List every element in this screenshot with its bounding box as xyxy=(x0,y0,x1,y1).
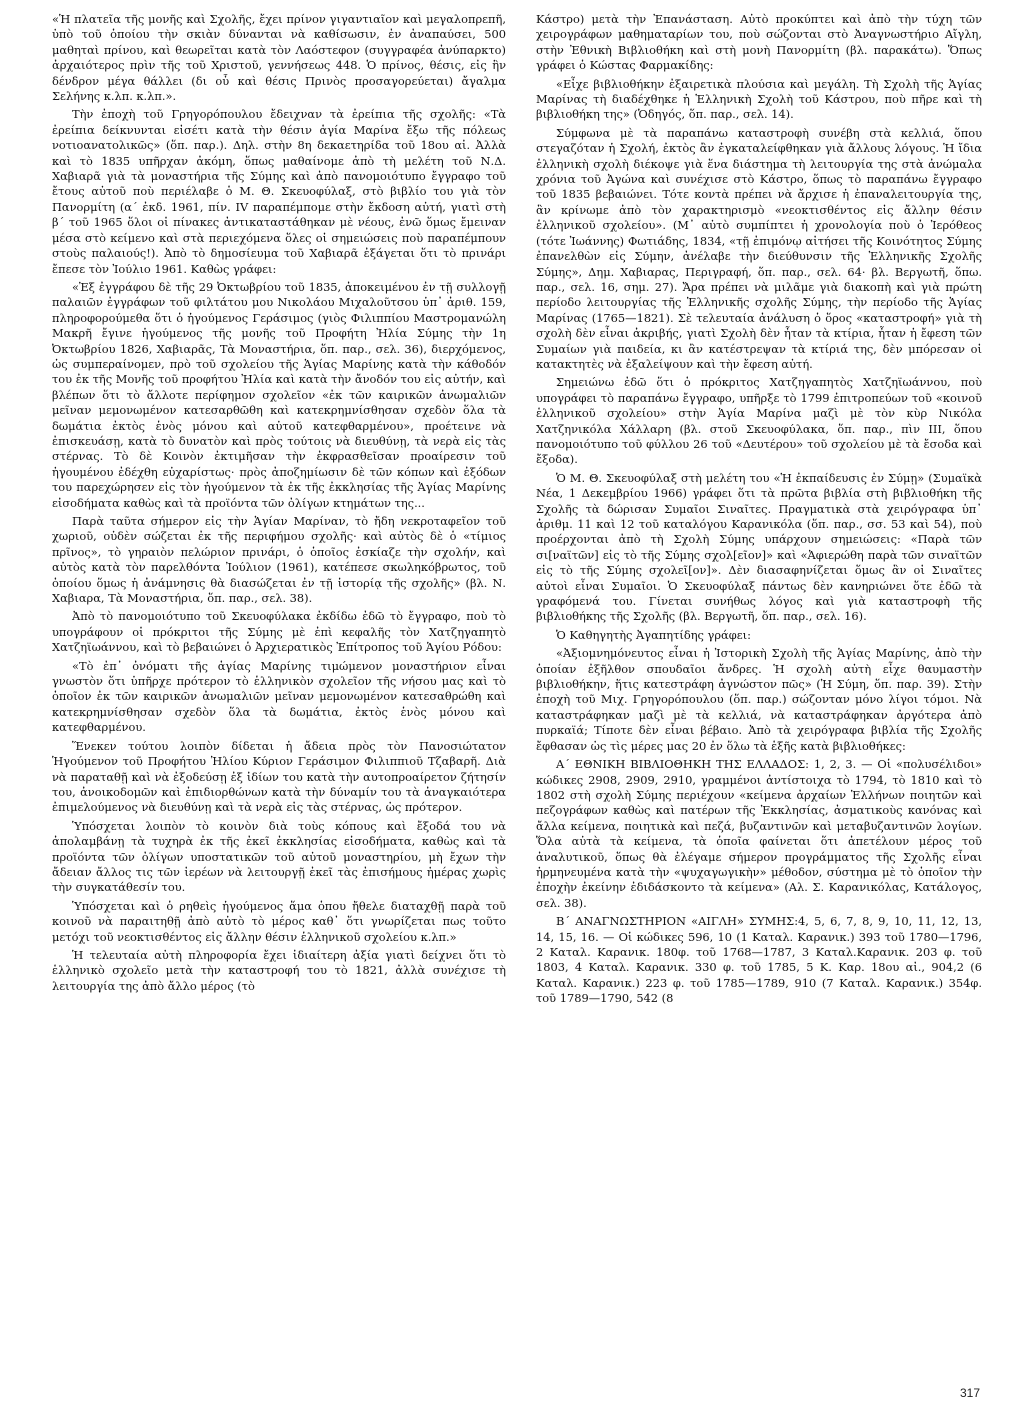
paragraph: Παρὰ ταῦτα σήμερον εἰς τὴν Ἁγίαν Μαρίναν, τὸ ἤδη νεκροταφεῖον τοῦ χωριοῦ, οὐδὲν σώζεται ἐκ τῆς περιφήμου σχολῆς· καὶ αὐτὸς δὲ ὁ «τίμιος πρῖνος», τὸ γηραιὸν πελώριον πρινάρι, ὁ ὁποῖος ἐσκίαζε τὴν σχολήν, καὶ αὐτὸς κατὰ τὸν παρελθόντα Ἰούλιον (1961), κατέπεσε σκωληκόβρωτος, τοῦ ὁποίου ὅμως ἡ ἀνάμνησις θὰ διασώζεται ἐν τῇ ἱστορίᾳ τῆς σχολῆς» (βλ. Ν. Χαβιαρα, Τὰ Μοναστήρια, ὅπ. παρ., σελ. 38). xyxy=(52,514,506,606)
paragraph: Ὑπόσχεται καὶ ὁ ρηθεὶς ἡγούμενος ἅμα ὁπου ἤθελε διαταχθῇ παρὰ τοῦ κοινοῦ νὰ παραιτηθῇ ἀπὸ αὐτὸ τὸ μέρος καθ᾿ ὅτι γνωρίζεται πως τοῦτο μετόχι τοῦ νεοκτισθέντος εἰς ἄλλην θέσιν ἑλληνικοῦ σχολείου κ.λπ.» xyxy=(52,898,506,944)
paragraph: Β΄ ΑΝΑΓΝΩΣΤΗΡΙΟΝ «ΑΙΓΛΗ» ΣΥΜΗΣ:4, 5, 6, 7, 8, 9, 10, 11, 12, 13, 14, 15, 16. — Οἱ κώδικες 596, 10 (1 Καταλ. Καρανικ.) 393 τοῦ 1780—1796, 2 Καταλ. Καρανικ. 180φ. τοῦ 1768—1787, 3 Καταλ.Καρανικ. 203 φ. τοῦ 1803, 4 Καταλ. Καρανικ. 330 φ. τοῦ 1785, 5 Κ. Καρ. 18ου αἰ., 904,2 (6 Καταλ. Καρανικ.) 223 φ. τοῦ 1785—1789, 910 (7 Καταλ. Καρανικ.) 354φ. τοῦ 1789—1790, 542 (8 xyxy=(536,914,982,1006)
paragraph: «Ἐξ ἐγγράφου δὲ τῆς 29 Ὀκτωβρίου τοῦ 1835, ἀποκειμένου ἐν τῇ συλλογῇ παλαιῶν ἐγγράφων τοῦ φιλτάτου μου Νικολάου Μιχαλοῦτσου ὑπ᾿ ἀριθ. 159, πληροφορούμεθα ὅτι ὁ ἡγούμενος Γεράσιμος (γιὸς Φιλιππίου Μαστρομανώλη Μακρῆ ἔγινε ἡγούμενος τῆς μονῆς τοῦ Προφήτη Ἠλία Σύμης τὴν 1η Ὀκτωβρίου 1826, Χαβιαρᾶς, Τὰ Μοναστήρια, ὅπ. παρ., σελ. 36), διερχόμενος, ὡς συμπεραίνομεν, πρὸ τοῦ σχολείου τῆς Ἁγίας Μαρίνης κατὰ τὴν κάθοδόν του ἐκ τῆς Μονῆς τοῦ προφήτου Ἠλία καὶ κατὰ τὴν ἄνοδόν του εἰς αὐτήν, καὶ βλέπων ὅτι τὸ ἄλλοτε περίφημον σχολεῖον «ἐκ τῶν καιρικῶν ἀνωμαλιῶν μεῖναν μεμονωμένον κατεσαρθῶθη καὶ κατεκρημνίσθησαν σχεδὸν ὅλα τὰ δωμάτια ἐκτὸς ἑνὸς μόνου καὶ αὐτοῦ κατεφθαρμένου», προέτεινε νὰ ἐπισκευάσῃ, κατὰ τὸ δυνατὸν καὶ πρὸς τούτοις νὰ διευθύνῃ, τὰ νερὰ εἰς τὰς στέρνας. Τὸ δὲ Κοινὸν ἐκτιμῆσαν τὴν ἐκφρασθεῖσαν προαίρεσιν τοῦ ἡγουμένου ἐδέχθη εὐχαρίστως· πρὸς ἀποζημίωσιν δὲ τῶν κόπων καὶ ἐξόδων του παρεχώρησεν εἰς τὸν ἡγούμενον τὰ ἐκ τῆς ἐκκλησίας τῆς Ἁγίας Μαρίνης εἰσοδήματα καθὼς καὶ τὰ προϊόντα τῶν ὀλίγων κτημάτων της... xyxy=(52,279,506,510)
paragraph: Α΄ ΕΘΝΙΚΗ ΒΙΒΛΙΟΘΗΚΗ ΤΗΣ ΕΛΛΑΔΟΣ: 1, 2, 3. — Οἱ «πολυσέλιδοι» κώδικες 2908, 2909, 2910, γραμμένοι ἀντίστοιχα τὸ 1794, τὸ 1810 καὶ τὸ 1802 στὴ σχολὴ Σύμης περιέχουν «κείμενα ἀρχαίων Ἑλλήνων ποιητῶν καὶ πεζογράφων καθὼς καὶ πατέρων τῆς Ἐκκλησίας, ἀσματικοὺς κανόνας καὶ ἄλλα κείμενα, ποιητικὰ καὶ πεζά, βυζαντινῶν καὶ μεταβυζαντινῶν λογίων. Ὅλα αὐτὰ τὰ κείμενα, τὰ ὁποῖα φαίνεται ὅτι ἀπετέλουν μέρος τοῦ ἀναλυτικοῦ, ὅπως θὰ ἐλέγαμε σήμερον προγράμματος τῆς Σχολῆς εἶναι ἡρμηνευμένα κατὰ τὴν «ψυχαγωγικὴν» μέθοδον, σύστημα μὲ τὸ ὁποῖον τὴν ἐποχὴν ἐκείνην ἐδιδάσκοντο τὰ κείμενα» (Αλ. Σ. Καρανικόλας, Κατάλογος, σελ. 38). xyxy=(536,757,982,910)
paragraph: «Τὸ ἐπ᾿ ὀνόματι τῆς ἁγίας Μαρίνης τιμώμενον μοναστήριον εἶναι γνωστὸν ὅτι ὑπῆρχε πρότερον τὸ ἑλληνικὸν σχολεῖον τῆς νήσου μας καὶ τὸ ὁποῖον ἐκ τῶν καιρικῶν ἀνωμαλιῶν μεῖναν μεμονωμένον κατεσαθρώθη καὶ κατεκρημνίσθησαν σχεδὸν ὅλα τὰ δωμάτια, ἐκτὸς ἑνὸς μόνου καὶ κατεφθαρμένου. xyxy=(52,658,506,735)
paragraph: «Ἡ πλατεῖα τῆς μονῆς καὶ Σχολῆς, ἔχει πρίνον γιγαντιαῖον καὶ μεγαλοπρεπῆ, ὑπὸ τοῦ ὁποίου τὴν σκιὰν δύνανται νὰ καθίσωσιν, ἐν ἀναπαύσει, 500 μαθηταὶ πρίνου, καὶ θεωρεῖται κατὰ τὸν Λαόστεφον (συγγραφέα ἀνύπαρκτο) ἀρχαιότερος πρὶν τῆς τοῦ Χριστοῦ, γεννήσεως 448. Ὁ πρίνος, θέσις, εἰς ἣν δένδρον μέγα θάλλει (δι οὗ καὶ θέσις Πρινὸς προσαγορεύεται) ἄγαλμα Σελήνης κ.λπ. κ.λπ.». xyxy=(52,12,506,104)
paragraph: Ἡ τελευταία αὐτὴ πληροφορία ἔχει ἰδιαίτερη ἀξία γιατὶ δείχνει ὅτι τὸ ἑλληνικὸ σχολεῖο μετὰ τὴν καταστροφή του τὸ 1821, ἀλλὰ συνέχισε τὴ λειτουργία της ἀπὸ ἄλλο μέρος (τὸ xyxy=(52,947,506,993)
left-text-column xyxy=(52,12,506,1392)
paragraph: Ἕνεκεν τούτου λοιπὸν δίδεται ἡ ἄδεια πρὸς τὸν Πανοσιώτατον Ἡγούμενον τοῦ Προφήτου Ἠλίου Κύριον Γεράσιμον Φιλιππιοῦ Τζαβαρῆ. Διὰ νὰ παραταθῇ καὶ νὰ ἐξοδεύσῃ ἐξ ἰδίων του κατὰ τὴν αυτοπροαίρετον ζήτησίν του, ἀνοικοδομῶν καὶ ἐπιδιορθώνων κατὰ τὴν δύναμίν του τὰ ἀναγκαιότερα ἐπιμελούμενος νὰ διευθύνῃ καὶ τὰ νερὰ εἰς τὰς στέρνας, ὡς πρότερον. xyxy=(52,738,506,815)
paragraph: Ἀπὸ τὸ πανομοιότυπο τοῦ Σκευοφύλακα ἐκδίδω ἐδῶ τὸ ἔγγραφο, ποὺ τὸ υπογράφουν οἱ πρόκριτοι τῆς Σύμης μὲ ἐπὶ κεφαλῆς τὸν Χατζηγαπητὸ Χατζηϊωάννου, καὶ τὸ βεβαιώνει ὁ Ἀρχιερατικὸς Ἐπίτροπος τοῦ Ἁγίου Ρόδου: xyxy=(52,609,506,655)
paragraph: Τὴν ἐποχὴ τοῦ Γρηγορόπουλου ἔδειχναν τὰ ἐρείπια τῆς σχολῆς: «Τὰ ἐρείπια δείκνυνται εἰσέτι κατὰ τὴν θέσιν ἁγία Μαρίνα ἔξω τῆς πόλεως νοτιοανατολικῶς» (ὅπ. παρ.). Δηλ. στὴν 8η δεκαετηρίδα τοῦ 18ου αἰ. Ἀλλὰ καὶ τὸ 1835 υπῆρχαν ἀκόμη, ὅπως μαθαίνομε ἀπὸ τὴ μελέτη τοῦ Ν.Δ. Χαβιαρᾶ γιὰ τὰ μοναστήρια τῆς Σύμης καὶ ἀπὸ πανομοιότυπο ἔγγραφο τοῦ ἔτους αὐτοῦ ποὺ περιέλαβε ὁ Μ. Θ. Σκευοφύλαξ, στὸ βιβλίο του γιὰ τὸν Πανορμίτη (α΄ ἐκδ. 1961, πίν. IV παραπέμπομε στὴν ἔκδοση αὐτή, γιατὶ στὴ β΄ τοῦ 1965 ὅλοι οἱ πίνακες ἀντικαταστάθηκαν μὲ νέους, ἐνῶ ὅμως ἔμειναν μέσα στὸ κείμενο καὶ στὰ περιεχόμενα ὅλες οἱ σημειώσεις ποὺ παραπέμπουν στοὺς παλαιούς!). Ἀπὸ τὸ δημοσίευμα τοῦ Χαβιαρᾶ ἐξάγεται ὅτι τὸ πρινάρι ἔπεσε τὸν Ἰούλιο 1961. Καθὼς γράφει: xyxy=(52,107,506,276)
right-text-column xyxy=(536,12,982,1392)
page-number: 317 xyxy=(959,1386,980,1400)
paragraph: Ὁ Μ. Θ. Σκευοφύλαξ στὴ μελέτη του «Ἡ ἐκπαίδευσις ἐν Σύμῃ» (Συμαϊκὰ Νέα, 1 Δεκεμβρίου 1966) γράφει ὅτι τὰ πρῶτα βιβλία στὴ βιβλιοθήκη τῆς Σχολῆς τὰ δώρισαν Συμαῖοι Σιναῖτες. Πραγματικὰ στὰ χειρόγραφα ὑπ᾿ ἀριθμ. 11 καὶ 12 τοῦ καταλόγου Καρανικόλα (ὅπ. παρ., σσ. 53 καὶ 54), ποὺ προέρχονται ἀπὸ τὴ Σχολὴ Σύμης υπάρχουν σημειώσεις: «Παρὰ τῶν σι[ναϊτῶν] εἰς τὸ τῆς Σύμης σχολ[εῖον]» καὶ «Ἀφιερώθη παρὰ τῶν σιναϊτῶν εἰς τὸ τῆς Σύμης σχολεῖ[ον]». Δὲν διασαφηνίζεται ὅμως ἂν οἱ Σιναῖτες αὐτοὶ εἶναι Συμαῖοι. Ὁ Σκευοφύλαξ πάντως δὲν κανηριώνει ὅτε ἐδῶ τὰ γραφόμενά του. Γίνεται συνήθως λόγος καὶ γιὰ καταστροφὴ τῆς βιβλιοθήκης τῆς Σχολῆς (βλ. Βεργωτῆ, ὅπ. παρ., σελ. 16). xyxy=(536,470,982,624)
paragraph: Κάστρο) μετὰ τὴν Ἐπανάσταση. Αὐτὸ προκύπτει καὶ ἀπὸ τὴν τύχη τῶν χειρογράφων μαθηματαρίων του, ποὺ σώζονται στὸ Ἀναγνωστήριο Αἴγλη, στὴν Ἐθνικὴ Βιβλιοθήκη καὶ στὴ μονὴ Πανορμίτη (βλ. παρακάτω). Ὅπως γράφει ὁ Κώστας Φαρμακίδης: xyxy=(536,12,982,73)
paragraph: «Ἀξιομνημόνευτος εἶναι ἡ Ἱστορικὴ Σχολὴ τῆς Ἁγίας Μαρίνης, ἀπὸ τὴν ὁποίαν ἐξῆλθον σπουδαῖοι ἄνδρες. Ἡ σχολὴ αὐτὴ εἶχε θαυμαστὴν βιβλιοθήκην, ἥτις κατεστράφη ἀγνώστον πῶς» (Ἡ Σύμη, ὅπ. παρ. 39). Στὴν ἐποχὴ τοῦ Μιχ. Γρηγορόπουλου (ὅπ. παρ.) σώζονταν μόνο λίγοι τόμοι. Νὰ καταστράφηκαν μαζὶ μὲ τὰ κελλιά, νὰ καταστράφηκαν ἀργότερα ἀπὸ πυρκαϊά; Τίποτε δὲν εἶναι βέβαιο. Ἀπὸ τὰ χειρόγραφα βιβλία τῆς Σχολῆς ἔφθασαν ὡς τὶς μέρες μας 20 ἐν ὅλω τὰ ἑξῆς κατὰ βιβλιοθήκες: xyxy=(536,646,982,753)
paragraph: Σημειώνω ἐδῶ ὅτι ὁ πρόκριτος Χατζηγαπητὸς Χατζηϊωάννου, ποὺ υπογράφει τὸ παραπάνω ἔγγραφο, υπῆρξε τὸ 1799 ἐπιτροπεύων τοῦ «κοινοῦ ἑλληνικοῦ σχολείου» στὴν Ἁγία Μαρίνα μαζὶ μὲ τὸν κὺρ Νικόλα Χατζηνικόλα Χάλλαρη (βλ. στοῦ Σκευοφύλακα, ὅπ. παρ., πὶν III, ὅπου πανομοιότυπο τοῦ φύλλου 26 τοῦ «Δευτέρου» τοῦ σχολείου μὲ τὰ ἔσοδα καὶ ἔξοδα). xyxy=(536,375,982,467)
paragraph: Ὁ Καθηγητὴς Ἀγαπητίδης γράφει: xyxy=(556,627,751,642)
paragraph: Σύμφωνα μὲ τὰ παραπάνω καταστροφὴ συνέβη στὰ κελλιά, ὅπου στεγαζόταν ἡ Σχολή, ἐκτὸς ἂν ἐγκαταλείφθηκαν γιὰ ἄλλους λόγους. Ἡ ἴδια ἑλληνικὴ σχολὴ διέκοψε γιὰ ἕνα διάστημα τὴ λειτουργία της στὰ ἀνώμαλα χρόνια τοῦ Ἀγώνα καὶ συνέχισε στὸ Κάστρο, ὅπως τὸ παραπάνω ἔγγραφο τοῦ 1835 βεβαιώνει. Τότε κοντὰ πρέπει νὰ ἄρχισε ἡ ἐπαναλειτουργία της, ἂν κρίνωμε ἀπὸ τὸν χαρακτηρισμὸ «νεοκτισθέντος εἰς ἄλλην θέσιν ἑλληνικοῦ σχολείου». (Μ᾿ αὐτὸ συμπίπτει ἡ χρονολογία ποὺ ὁ Ἱερόθεος (τότε Ἰωάννης) Φωτιάδης, 1834, «τῇ ἐπιμόνῳ αἰτήσει τῆς Κοινότητος Σύμης ἐπανελθὼν εἰς Σύμην, ἀνέλαβε τὴν διεύθυνσιν τῆς Ἑλληνικῆς Σχολῆς Σύμης», Δημ. Χαβιαρας, Περιγραφή, ὅπ. παρ., σελ. 64· βλ. Βεργωτῆ, ὅπω. παρ., σελ. 16, σημ. 27). Ἄρα πρέπει νὰ μιλᾶμε γιὰ διακοπὴ καὶ γιὰ πρώτη περίοδο λειτουργίας τῆς Ἑλληνικῆς σχολῆς Σύμης, τὴν περίοδο τῆς Ἁγίας Μαρίνας (1765—1821). Σὲ τελευταία ἀνάλυση ὁ ὅρος «καταστροφή» γιὰ τὴ σχολὴ δὲν εἶναι ἀκριβής, γιατὶ Σχολὴ δὲν ἦταν τὰ κτίρια, ἦταν ἡ ἔφεση τῶν Συμαίων γιὰ παιδεία, κι ἂν κατέστρεψαν τὰ κτίριά της, δὲν μπόρεσαν οἱ κατακτητὲς νὰ ἐξαλείψουν καὶ τὴν ἔφεση αὐτή. xyxy=(536,125,982,371)
paragraph: Ὑπόσχεται λοιπὸν τὸ κοινὸν διὰ τοὺς κόπους καὶ ἔξοδά του νὰ ἀπολαμβάνῃ τὰ τυχηρὰ ἐκ τῆς ἐκεῖ ἐκκλησίας εἰσοδήματα, καθὼς καὶ τὰ προϊόντα τῶν ὀλίγων υποστατικῶν τοῦ αὐτοῦ μοναστηρίου, μὴ ἔχων τὴν ἄδειαν ἄλλος τις τῶν ἱερέων νὰ λειτουργῇ ἐκεῖ τὰς ἐπισήμους ἡμέρας χωρὶς τὴν συγκατάθεσίν του. xyxy=(52,818,506,895)
paragraph: «Εἶχε βιβλιοθήκην ἐξαιρετικὰ πλούσια καὶ μεγάλη. Τὴ Σχολὴ τῆς Ἁγίας Μαρίνας τὴ διαδέχθηκε ἡ Ἑλληνικὴ Σχολὴ τοῦ Κάστρου, ποὺ πῆρε καὶ τὴ βιβλιοθήκη της» (Ὁδηγός, ὅπ. παρ., σελ. 14). xyxy=(536,76,982,122)
